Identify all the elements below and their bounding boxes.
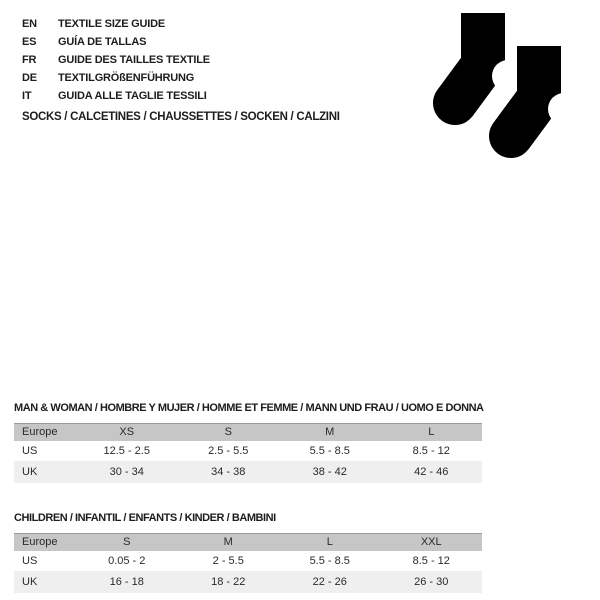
category-line: SOCKS / CALCETINES / CHAUSSETTES / SOCKEN / CALZINI — [22, 111, 340, 123]
language-row-en — [22, 15, 210, 33]
language-row-de — [22, 69, 210, 87]
size-value: 26 - 30 — [414, 576, 449, 589]
row-label: UK — [22, 466, 38, 479]
size-value: 30 - 34 — [109, 466, 144, 479]
size-value: 5.5 - 8.5 — [279, 441, 381, 462]
size-table-children — [14, 533, 482, 593]
col-header: L — [381, 424, 483, 441]
col-header: M — [279, 424, 381, 441]
col-header: L — [279, 534, 381, 551]
table-row — [14, 572, 482, 593]
table-title: MAN & WOMAN / HOMBRE Y MUJER / HOMME ET FEMME / MANN UND FRAU / UOMO E DONNA — [14, 402, 484, 414]
language-code: IT — [22, 90, 32, 102]
language-label: GUÍA DE TALLAS — [58, 36, 147, 48]
size-value: 12.5 - 2.5 — [76, 441, 178, 462]
language-label: GUIDE DES TAILLES TEXTILE — [58, 54, 210, 66]
table-row — [14, 551, 482, 572]
size-value: 34 - 38 — [211, 466, 246, 479]
size-value: 18 - 22 — [211, 576, 246, 589]
col-header: Europe — [14, 534, 76, 551]
row-label: US — [14, 441, 76, 462]
size-value: 16 - 18 — [109, 576, 144, 589]
language-code: EN — [22, 18, 37, 30]
size-value: 2.5 - 5.5 — [178, 441, 280, 462]
language-code: FR — [22, 54, 37, 66]
table-row — [14, 441, 482, 462]
col-header: S — [178, 424, 280, 441]
table-header-row — [14, 534, 482, 551]
size-value: 8.5 - 12 — [381, 441, 483, 462]
size-value: 8.5 - 12 — [381, 551, 483, 572]
table-title: CHILDREN / INFANTIL / ENFANTS / KINDER / BAMBINI — [14, 512, 276, 524]
size-value: 42 - 46 — [414, 466, 449, 479]
row-label: US — [14, 551, 76, 572]
language-row-fr — [22, 51, 210, 69]
size-value: 0.05 - 2 — [76, 551, 178, 572]
language-list — [22, 15, 210, 105]
size-value: 2 - 5.5 — [178, 551, 280, 572]
language-label: TEXTILE SIZE GUIDE — [58, 18, 166, 30]
col-header: XXL — [381, 534, 483, 551]
language-label: TEXTILGRÖßENFÜHRUNG — [58, 72, 195, 84]
col-header: XS — [76, 424, 178, 441]
table-children — [14, 512, 482, 593]
table-header-row — [14, 424, 482, 441]
size-value: 5.5 - 8.5 — [279, 551, 381, 572]
row-label: UK — [22, 576, 38, 589]
socks-icon — [403, 10, 563, 180]
table-man-woman — [14, 402, 482, 483]
size-table-man-woman — [14, 423, 482, 483]
col-header: S — [76, 534, 178, 551]
size-value: 38 - 42 — [312, 466, 347, 479]
col-header: Europe — [14, 424, 76, 441]
size-value: 22 - 26 — [312, 576, 347, 589]
table-row — [14, 462, 482, 483]
language-code: DE — [22, 72, 37, 84]
language-code: ES — [22, 36, 37, 48]
col-header: M — [178, 534, 280, 551]
language-label: GUIDA ALLE TAGLIE TESSILI — [58, 90, 207, 102]
language-row-it — [22, 87, 210, 105]
language-row-es — [22, 33, 210, 51]
